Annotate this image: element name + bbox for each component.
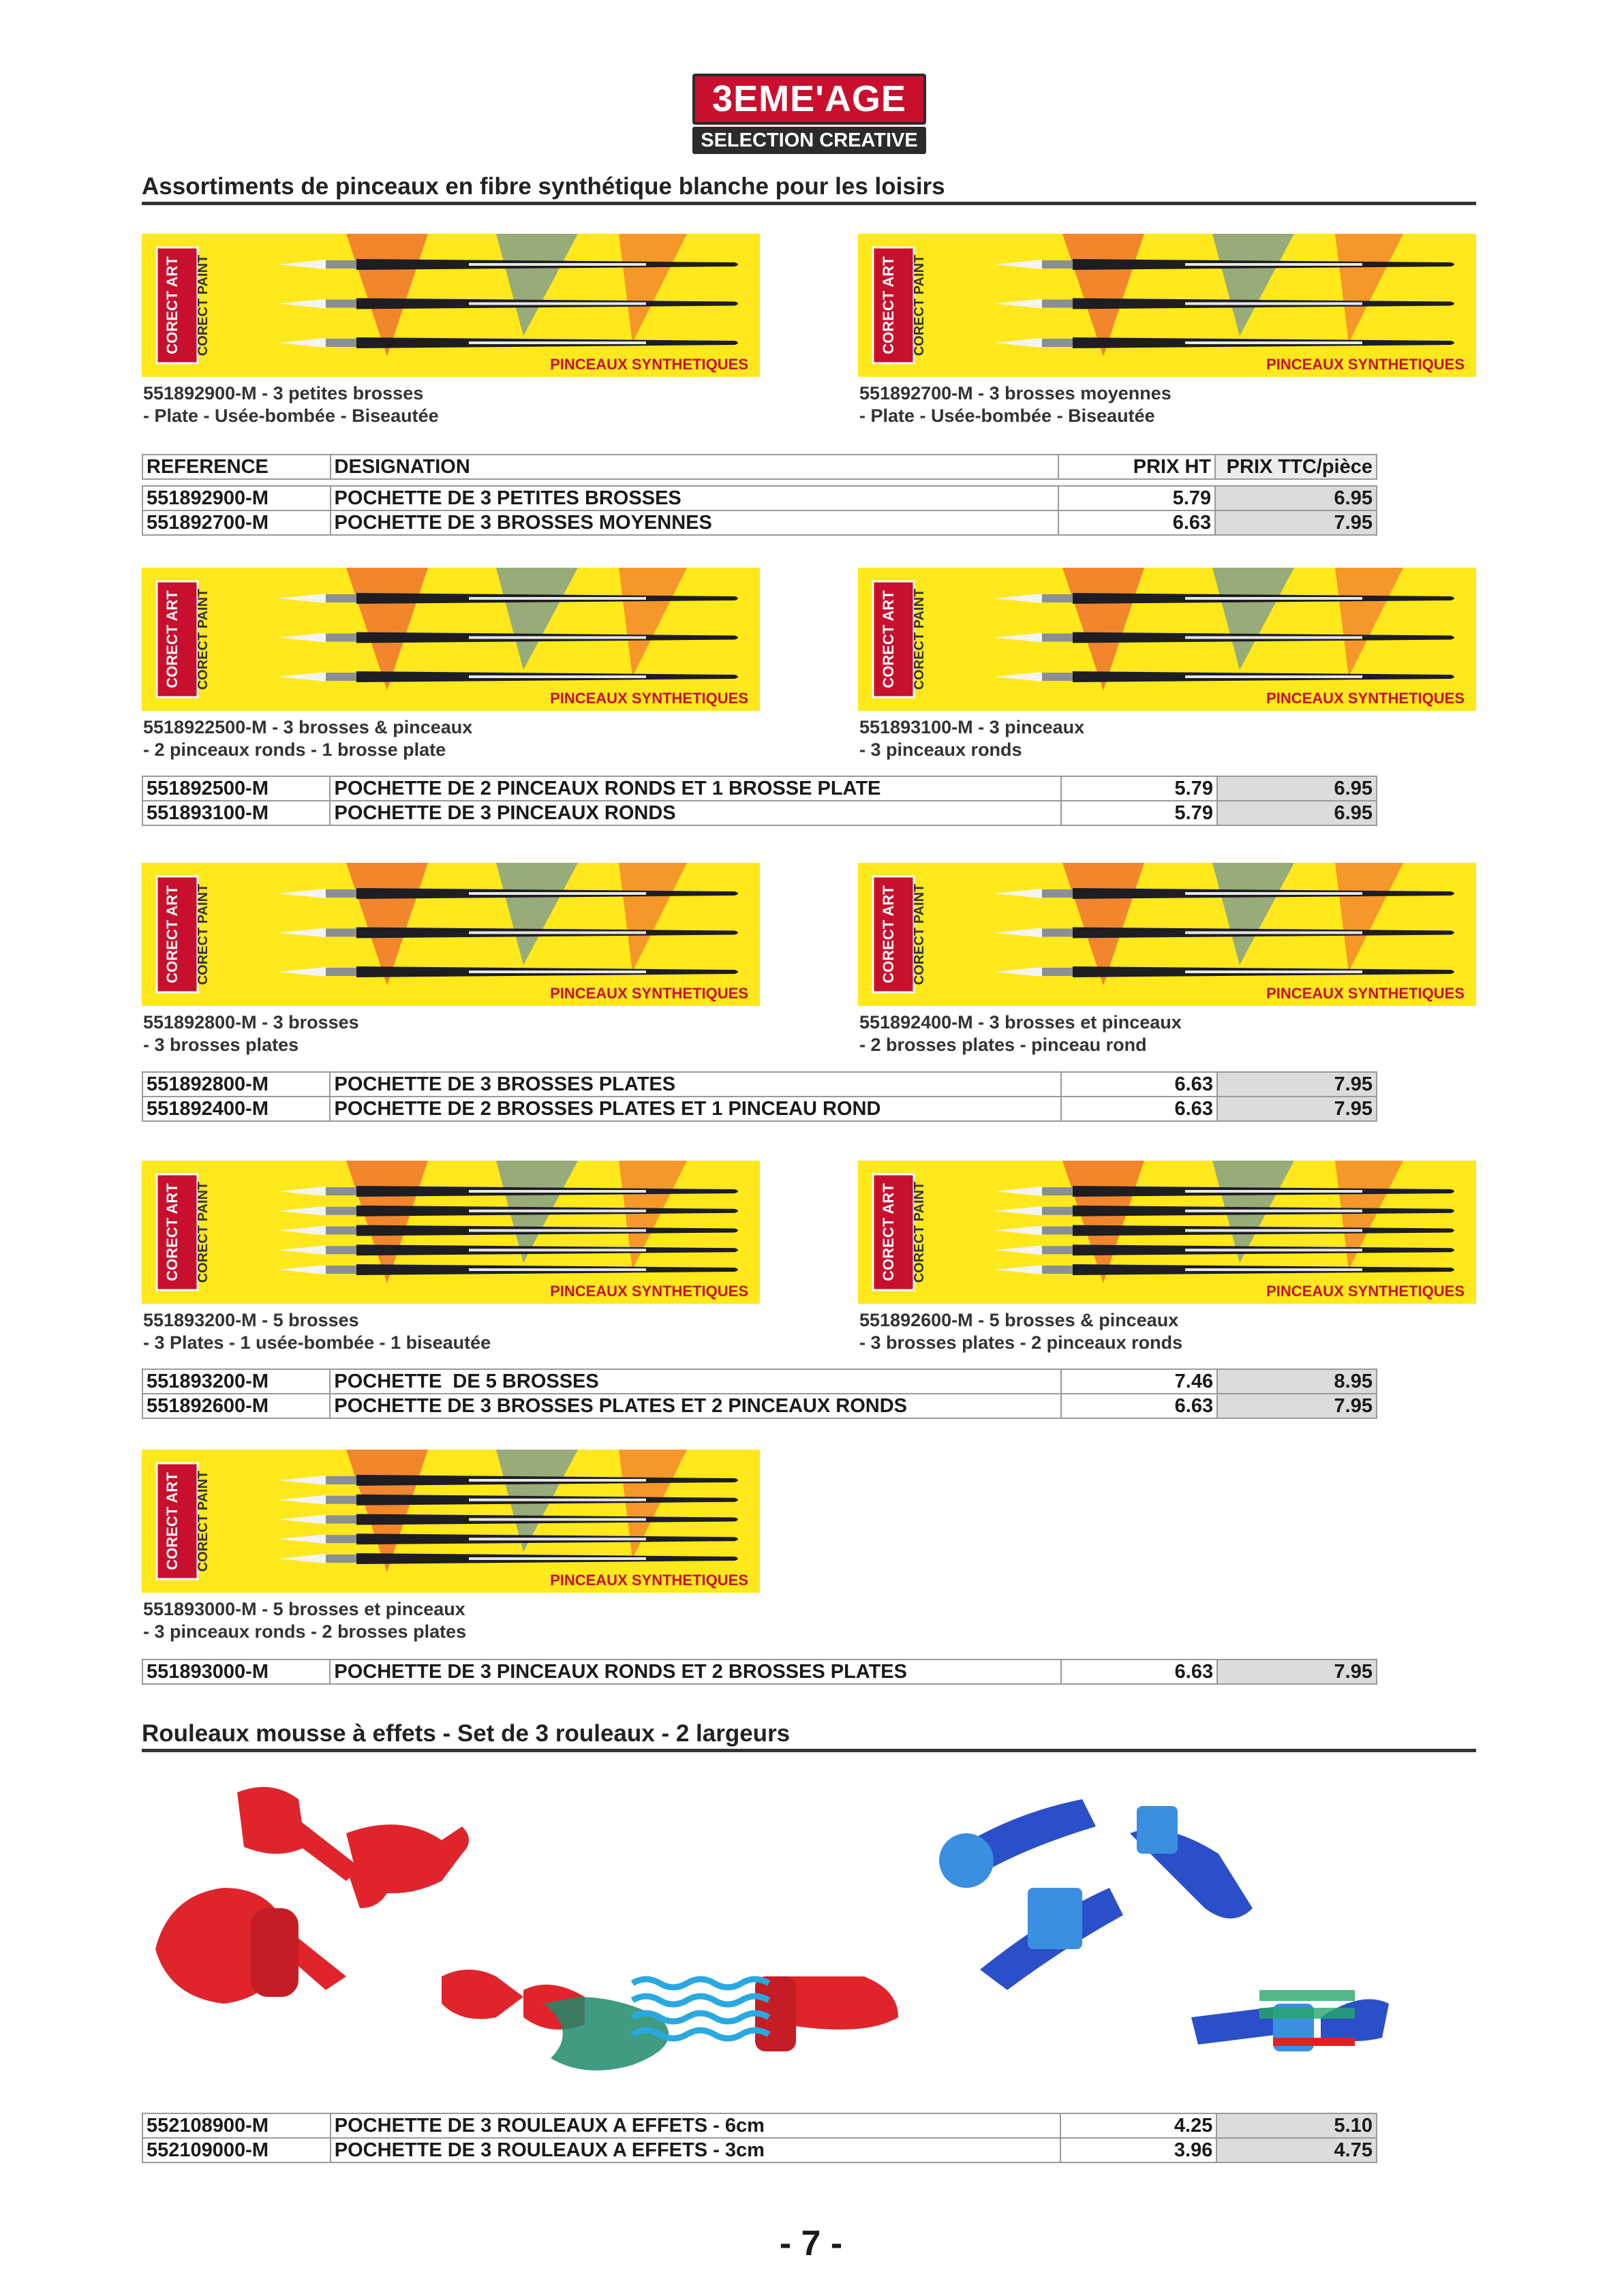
svg-text:CORECT PAINT: CORECT PAINT [912, 254, 927, 356]
price-table [142, 776, 1377, 826]
product-caption: 551893100-M - 3 pinceaux - 3 pinceaux ronds [859, 717, 1085, 760]
table-row [142, 1097, 1377, 1121]
brush-ferrule [1042, 594, 1073, 602]
product-image-551893100 [858, 568, 1476, 711]
brush-handle-print [469, 1538, 646, 1540]
product-image-551892800 [142, 863, 760, 1006]
brush-handle-print [469, 1518, 646, 1521]
cell-prix-ttc: 7.95 [1217, 1072, 1377, 1097]
cell-prix-ttc: 4.75 [1216, 2138, 1377, 2162]
brush-ferrule [326, 968, 356, 976]
col-header-reference: REFERENCE [142, 455, 331, 479]
cell-designation: POCHETTE DE 2 BROSSES PLATES ET 1 PINCEAU ROND [330, 1097, 1060, 1121]
brush-ferrule [326, 260, 356, 269]
brush-handle-print [1185, 303, 1362, 305]
brush-handle-print [1185, 892, 1362, 895]
cell-prix-ttc: 7.95 [1217, 1394, 1377, 1418]
table-row [142, 2113, 1377, 2138]
brush-ferrule [1042, 260, 1073, 269]
table-row [142, 510, 1377, 535]
brush-handle-print [1185, 1268, 1362, 1271]
cell-reference: 552108900-M [142, 2113, 331, 2138]
cell-reference: 551893000-M [142, 1660, 330, 1684]
brush-ferrule [326, 1187, 356, 1195]
product-image-551892900 [142, 234, 760, 377]
product-image-551892600 [858, 1161, 1476, 1304]
svg-text:CORECT ART: CORECT ART [164, 256, 181, 354]
svg-text:CORECT ART: CORECT ART [880, 1183, 897, 1281]
svg-text:PINCEAUX SYNTHETIQUES: PINCEAUX SYNTHETIQUES [550, 356, 748, 373]
svg-text:CORECT PAINT: CORECT PAINT [912, 883, 927, 985]
brush-handle-print [469, 1557, 646, 1560]
brush-ferrule [1042, 339, 1073, 347]
brush-ferrule [1042, 1266, 1073, 1274]
brush-ferrule [326, 673, 356, 681]
brand-logo [692, 74, 926, 125]
cell-reference: 551892900-M [142, 486, 331, 510]
page-number: - 7 - [779, 2224, 843, 2263]
brush-ferrule [1042, 1207, 1073, 1215]
svg-text:CORECT PAINT: CORECT PAINT [196, 1470, 211, 1572]
brush-handle-print [469, 675, 646, 678]
cell-reference: 551893200-M [142, 1369, 330, 1394]
svg-text:CORECT PAINT: CORECT PAINT [196, 254, 211, 356]
brush-ferrule [1042, 889, 1073, 898]
brush-package-graphic [858, 568, 1476, 711]
svg-text:CORECT ART: CORECT ART [880, 590, 897, 688]
svg-text:PINCEAUX SYNTHETIQUES: PINCEAUX SYNTHETIQUES [550, 690, 748, 707]
brush-package-graphic [142, 234, 760, 377]
cell-prix-ht: 7.46 [1061, 1369, 1217, 1394]
brush-handle-print [469, 303, 646, 305]
brush-ferrule [326, 1266, 356, 1274]
table-row [142, 2138, 1377, 2162]
table-row [142, 1660, 1377, 1684]
cell-reference: 551892400-M [142, 1097, 330, 1121]
brush-handle-print [1185, 675, 1362, 678]
svg-text:CORECT ART: CORECT ART [164, 1183, 181, 1281]
product-caption: 551892700-M - 3 brosses moyennes - Plate - Usée-bombée - Biseautée [859, 383, 1171, 426]
brand-logo-text: 3EME'AGE [712, 78, 906, 119]
product-caption: 551893000-M - 5 brosses et pinceaux - 3 pinceaux ronds - 2 brosses plates [143, 1599, 467, 1642]
cell-reference: 551892600-M [142, 1394, 330, 1418]
brush-handle-print [1185, 1229, 1362, 1232]
col-header-prix-ht: PRIX HT [1058, 455, 1215, 479]
cell-reference: 551892700-M [142, 510, 331, 535]
cell-prix-ttc: 5.10 [1216, 2113, 1377, 2138]
svg-text:CORECT ART: CORECT ART [164, 590, 181, 688]
section-divider [142, 1749, 1476, 1752]
brush-handle-print [1185, 1249, 1362, 1251]
brush-ferrule [1042, 968, 1073, 976]
cell-prix-ht: 5.79 [1061, 776, 1217, 801]
brush-ferrule [1042, 1187, 1073, 1195]
brush-handle-print [469, 970, 646, 973]
brush-handle-print [469, 1499, 646, 1501]
svg-text:PINCEAUX SYNTHETIQUES: PINCEAUX SYNTHETIQUES [1266, 356, 1465, 373]
brush-handle-print [1185, 970, 1362, 973]
brush-ferrule [326, 1516, 356, 1524]
cell-prix-ht: 5.79 [1058, 486, 1215, 510]
brush-handle-print [1185, 263, 1362, 266]
brush-ferrule [326, 1246, 356, 1254]
svg-text:PINCEAUX SYNTHETIQUES: PINCEAUX SYNTHETIQUES [550, 1572, 748, 1589]
cell-reference: 552109000-M [142, 2138, 331, 2162]
brush-handle-print [1185, 932, 1362, 934]
svg-text:CORECT PAINT: CORECT PAINT [196, 1181, 211, 1283]
brush-handle-print [1185, 637, 1362, 639]
cell-designation: POCHETTE DE 3 PETITES BROSSES [331, 486, 1058, 510]
svg-text:CORECT ART: CORECT ART [880, 256, 897, 354]
brush-package-graphic [142, 568, 760, 711]
brush-handle-print [1185, 1190, 1362, 1193]
brush-ferrule [326, 889, 356, 898]
brush-ferrule [326, 300, 356, 308]
svg-text:PINCEAUX SYNTHETIQUES: PINCEAUX SYNTHETIQUES [550, 1283, 748, 1300]
brush-package-graphic [142, 1450, 760, 1593]
brush-handle-print [469, 1268, 646, 1271]
brush-package-graphic [858, 1161, 1476, 1304]
cell-prix-ht: 6.63 [1061, 1097, 1217, 1121]
section-title-brushes: Assortiments de pinceaux en fibre synthétique blanche pour les loisirs [142, 173, 945, 200]
product-caption: 551892400-M - 3 brosses et pinceaux - 2 brosses plates - pinceau rond [859, 1012, 1182, 1055]
brand-tagline: SELECTION CREATIVE [692, 127, 926, 154]
svg-text:CORECT PAINT: CORECT PAINT [912, 588, 927, 690]
table-row [142, 776, 1377, 801]
brush-handle-print [469, 637, 646, 639]
col-header-designation: DESIGNATION [331, 455, 1058, 479]
table-row [142, 1394, 1377, 1418]
cell-prix-ttc: 7.95 [1215, 510, 1377, 535]
cell-prix-ttc: 6.95 [1215, 486, 1377, 510]
svg-text:CORECT PAINT: CORECT PAINT [196, 588, 211, 690]
brush-package-graphic [858, 863, 1476, 1006]
svg-text:CORECT ART: CORECT ART [880, 885, 897, 983]
cell-prix-ttc: 6.95 [1217, 776, 1377, 801]
cell-prix-ht: 6.63 [1058, 510, 1215, 535]
cell-designation: POCHETTE DE 3 BROSSES MOYENNES [331, 510, 1058, 535]
cell-reference: 551892500-M [142, 776, 330, 801]
cell-prix-ttc: 8.95 [1217, 1369, 1377, 1394]
product-image-551892500 [142, 568, 760, 711]
brush-ferrule [1042, 634, 1073, 642]
brush-ferrule [1042, 673, 1073, 681]
foam-rollers-photo [142, 1772, 1484, 2099]
cell-designation: POCHETTE DE 3 PINCEAUX RONDS [330, 801, 1060, 825]
brush-handle-print [469, 892, 646, 895]
cell-designation: POCHETTE DE 3 ROULEAUX A EFFETS - 3cm [331, 2138, 1060, 2162]
brush-ferrule [1042, 1227, 1073, 1235]
cell-prix-ht: 6.63 [1061, 1660, 1217, 1684]
brush-handle-print [469, 1479, 646, 1482]
svg-text:CORECT PAINT: CORECT PAINT [912, 1181, 927, 1283]
product-caption: 551892600-M - 5 brosses & pinceaux - 3 brosses plates - 2 pinceaux ronds [859, 1310, 1183, 1353]
brush-handle-print [469, 932, 646, 934]
brush-ferrule [326, 1555, 356, 1563]
brush-handle-print [469, 1210, 646, 1212]
svg-text:CORECT PAINT: CORECT PAINT [196, 883, 211, 985]
svg-text:PINCEAUX SYNTHETIQUES: PINCEAUX SYNTHETIQUES [1266, 690, 1465, 707]
brush-ferrule [1042, 929, 1073, 937]
brush-ferrule [326, 1207, 356, 1215]
product-caption: 551892900-M - 3 petites brosses - Plate - Usée-bombée - Biseautée [143, 383, 439, 426]
product-image-551892400 [858, 863, 1476, 1006]
cell-prix-ht: 6.63 [1061, 1394, 1217, 1418]
brush-ferrule [326, 339, 356, 347]
brush-ferrule [326, 1496, 356, 1504]
table-header-row [142, 455, 1377, 479]
section-title-rollers: Rouleaux mousse à effets - Set de 3 rouleaux - 2 largeurs [142, 1720, 791, 1747]
product-caption: 551892800-M - 3 brosses - 3 brosses plates [143, 1012, 359, 1055]
table-row [142, 486, 1377, 510]
brush-ferrule [326, 1227, 356, 1235]
svg-text:PINCEAUX SYNTHETIQUES: PINCEAUX SYNTHETIQUES [1266, 1283, 1465, 1300]
brush-handle-print [469, 1229, 646, 1232]
brush-ferrule [326, 1476, 356, 1484]
brush-handle-print [1185, 597, 1362, 600]
price-table [142, 2113, 1377, 2163]
brush-package-graphic [858, 234, 1476, 377]
product-image-551893000 [142, 1450, 760, 1593]
cell-prix-ttc: 7.95 [1217, 1097, 1377, 1121]
cell-designation: POCHETTE DE 2 PINCEAUX RONDS ET 1 BROSSE PLATE [330, 776, 1060, 801]
cell-prix-ht: 5.79 [1061, 801, 1217, 825]
table-row [142, 801, 1377, 825]
table-row [142, 1369, 1377, 1394]
section-divider [142, 202, 1476, 205]
svg-text:CORECT ART: CORECT ART [164, 885, 181, 983]
brush-ferrule [326, 634, 356, 642]
brush-ferrule [326, 929, 356, 937]
brush-package-graphic [142, 863, 760, 1006]
cell-reference: 551893100-M [142, 801, 330, 825]
price-table [142, 1368, 1377, 1419]
product-image-551892700 [858, 234, 1476, 377]
brush-handle-print [469, 263, 646, 266]
brush-handle-print [469, 1190, 646, 1193]
cell-reference: 551892800-M [142, 1072, 330, 1097]
cell-prix-ht: 4.25 [1060, 2113, 1217, 2138]
cell-designation: POCHETTE DE 3 BROSSES PLATES ET 2 PINCEAUX RONDS [330, 1394, 1061, 1418]
cell-designation: POCHETTE DE 3 PINCEAUX RONDS ET 2 BROSSES PLATES [330, 1660, 1061, 1684]
svg-text:PINCEAUX SYNTHETIQUES: PINCEAUX SYNTHETIQUES [1266, 985, 1465, 1002]
product-caption: 5518922500-M - 3 brosses & pinceaux - 2 pinceaux ronds - 1 brosse plate [143, 717, 473, 760]
svg-text:PINCEAUX SYNTHETIQUES: PINCEAUX SYNTHETIQUES [550, 985, 748, 1002]
cell-designation: POCHETTE DE 3 BROSSES PLATES [330, 1072, 1060, 1097]
cell-prix-ttc: 7.95 [1217, 1660, 1377, 1684]
brush-ferrule [1042, 300, 1073, 308]
cell-designation: POCHETTE DE 3 ROULEAUX A EFFETS - 6cm [331, 2113, 1060, 2138]
brush-handle-print [1185, 1210, 1362, 1212]
table-row [142, 1072, 1377, 1097]
product-caption: 551893200-M - 5 brosses - 3 Plates - 1 usée-bombée - 1 biseautée [143, 1310, 491, 1353]
price-table [142, 1659, 1377, 1685]
cell-prix-ht: 6.63 [1061, 1072, 1217, 1097]
brush-ferrule [1042, 1246, 1073, 1254]
brush-handle-print [1185, 341, 1362, 344]
brush-package-graphic [142, 1161, 760, 1304]
brush-handle-print [469, 597, 646, 600]
cell-prix-ttc: 6.95 [1217, 801, 1377, 825]
brush-handle-print [469, 341, 646, 344]
brush-handle-print [469, 1249, 646, 1251]
col-header-prix-ttc: PRIX TTC/pièce [1215, 455, 1377, 479]
product-image-551893200 [142, 1161, 760, 1304]
brush-ferrule [326, 1535, 356, 1543]
cell-designation: POCHETTE DE 5 BROSSES [330, 1369, 1061, 1394]
brush-ferrule [326, 594, 356, 602]
price-table [142, 454, 1377, 536]
price-table [142, 1071, 1377, 1122]
svg-text:CORECT ART: CORECT ART [164, 1472, 181, 1570]
cell-prix-ht: 3.96 [1060, 2138, 1217, 2162]
